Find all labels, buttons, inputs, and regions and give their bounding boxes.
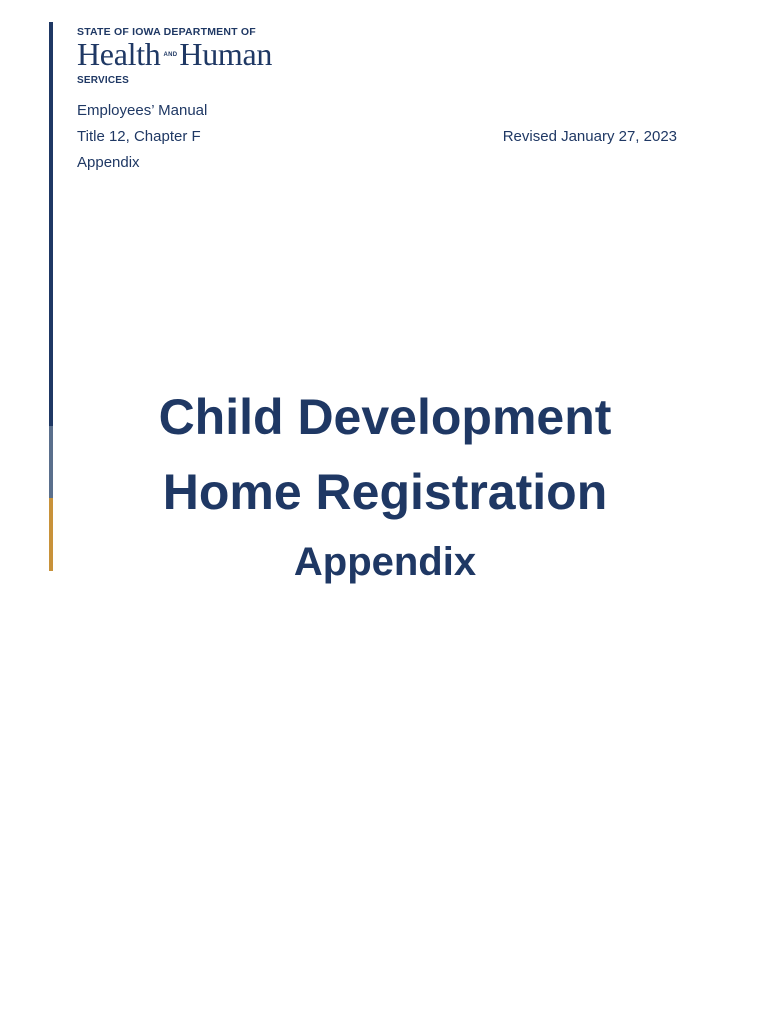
document-title-line-1: Child Development [158,389,612,445]
manual-name: Employees’ Manual [77,102,208,119]
logo-main-wordmark [77,36,272,72]
logo-bottom-line: SERVICES [77,75,129,86]
title-chapter: Title 12, Chapter F [77,128,201,145]
logo-word-health: Health [77,36,161,72]
logo-word-human: Human [179,36,273,72]
document-title-line-2: Home Registration [162,464,608,520]
logo-top-line: STATE OF IOWA DEPARTMENT OF [77,26,256,38]
accent-rule-navy-segment [49,22,53,426]
document-title-line-3: Appendix [293,540,477,584]
department-logo [77,26,337,90]
revised-date: Revised January 27, 2023 [502,128,677,145]
section-label: Appendix [77,154,140,171]
logo-conjunction: AND [163,52,178,58]
